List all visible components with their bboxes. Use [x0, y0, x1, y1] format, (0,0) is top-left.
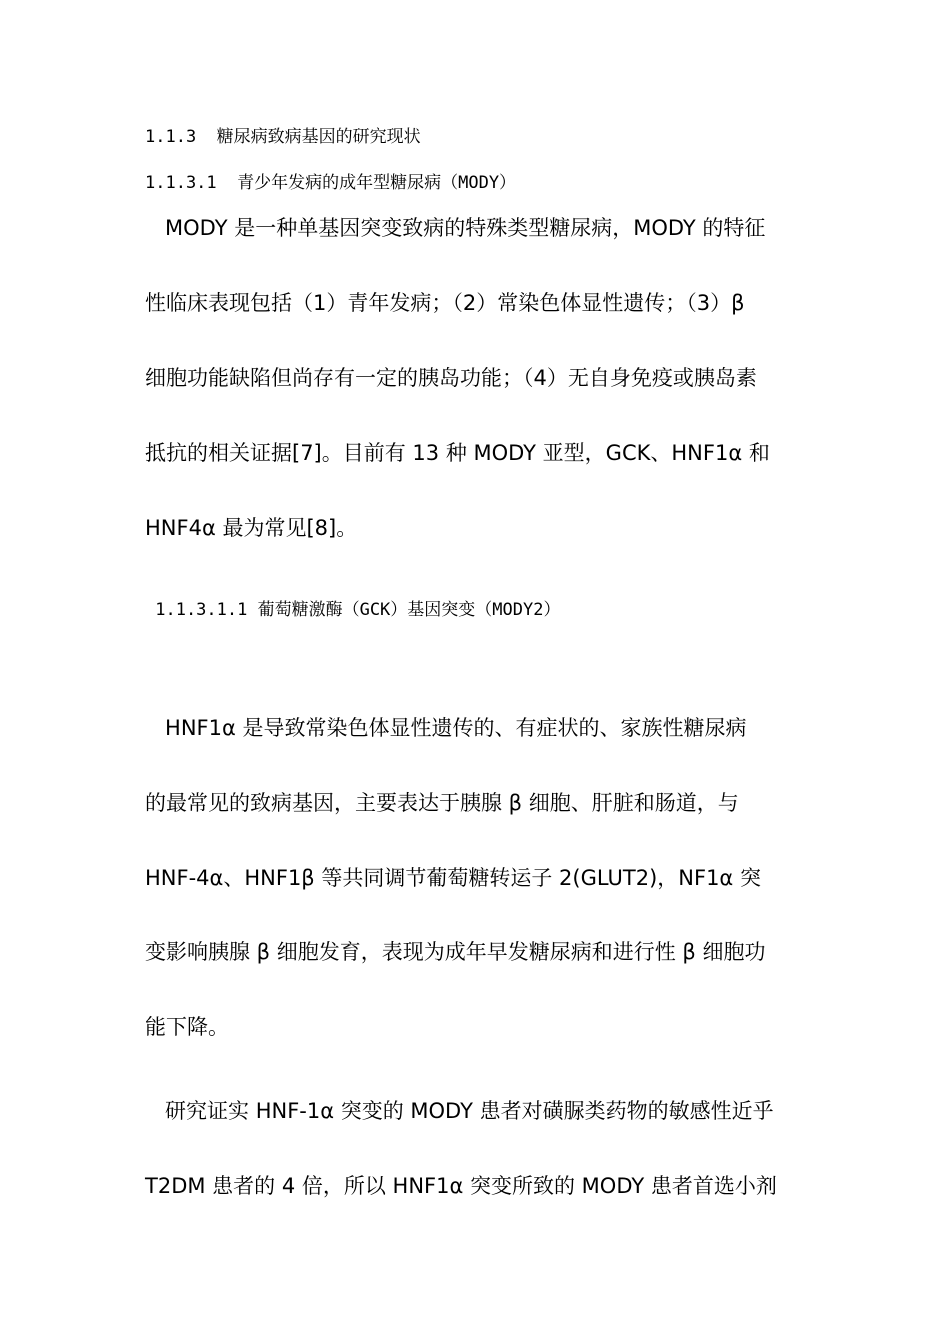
paragraph-line: 性临床表现包括（1）青年发病；（2）常染色体显性遗传；（3）β — [145, 291, 745, 315]
paragraph-line: HNF-4α、HNF1β 等共同调节葡萄糖转运子 2(GLUT2)，NF1α 突 — [145, 866, 761, 890]
section-heading-1-1-3: 1.1.3 糖尿病致病基因的研究现状 — [145, 127, 421, 147]
paragraph-line: 细胞功能缺陷但尚存有一定的胰岛功能；（4）无自身免疫或胰岛素 — [145, 366, 757, 390]
paragraph-line: HNF1α 是导致常染色体显性遗传的、有症状的、家族性糖尿病 — [145, 716, 747, 740]
paragraph-line: 能下降。 — [145, 1015, 229, 1039]
paragraph-line: 研究证实 HNF-1α 突变的 MODY 患者对磺脲类药物的敏感性近乎 — [145, 1099, 774, 1123]
paragraph-line: MODY 是一种单基因突变致病的特殊类型糖尿病，MODY 的特征 — [145, 216, 766, 240]
paragraph-line: 变影响胰腺 β 细胞发育，表现为成年早发糖尿病和进行性 β 细胞功 — [145, 940, 766, 964]
paragraph-line: T2DM 患者的 4 倍，所以 HNF1α 突变所致的 MODY 患者首选小剂 — [145, 1174, 777, 1198]
section-heading-1-1-3-1: 1.1.3.1 青少年发病的成年型糖尿病（MODY） — [145, 173, 517, 193]
section-heading-1-1-3-1-1: 1.1.3.1.1 葡萄糖激酶（GCK）基因突变（MODY2） — [145, 600, 561, 620]
paragraph-line: 的最常见的致病基因，主要表达于胰腺 β 细胞、肝脏和肠道，与 — [145, 791, 739, 815]
paragraph-line: HNF4α 最为常见[8]。 — [145, 516, 358, 540]
paragraph-line: 抵抗的相关证据[7]。目前有 13 种 MODY 亚型，GCK、HNF1α 和 — [145, 441, 770, 465]
